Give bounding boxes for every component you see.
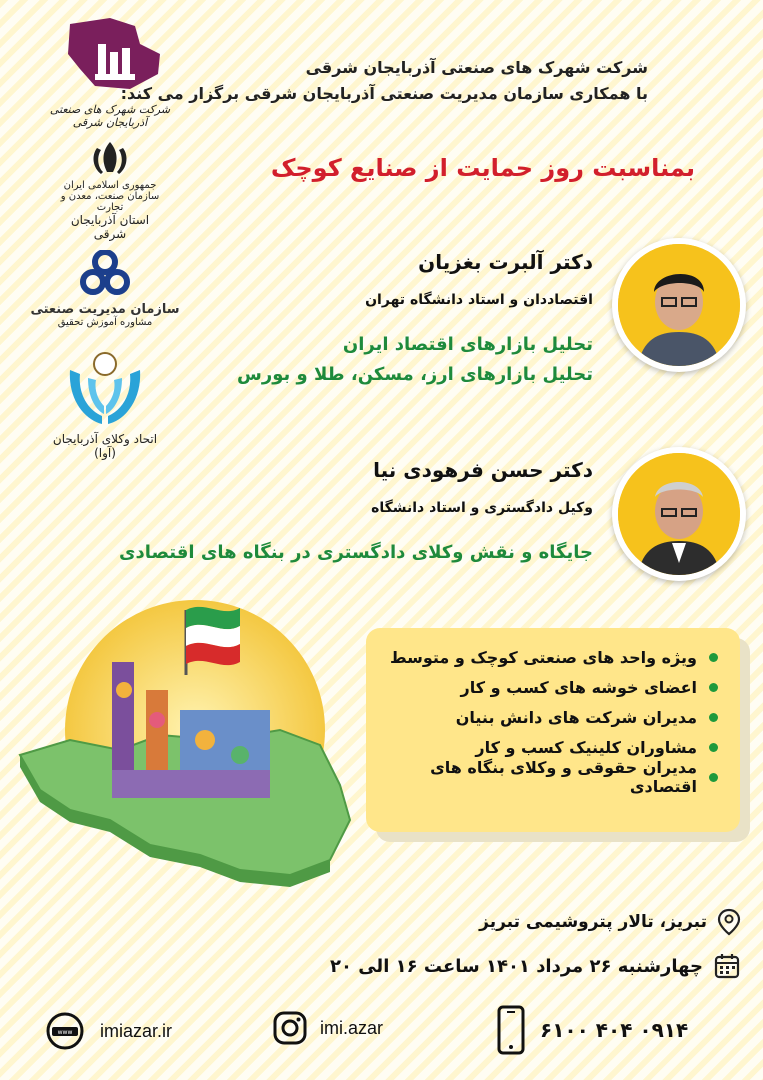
location-pin-icon [717,908,741,936]
event-location-row [341,908,741,936]
event-title: بمناسبت روز حمایت از صنایع کوچک [270,154,695,182]
speaker-2-photo [612,447,746,581]
bullet-dot-icon [709,773,718,782]
speaker-1-role: اقتصاددان و استاد دانشگاه تهران [365,292,593,308]
bullet-dot-icon [709,653,718,662]
audience-item-label: مدیران شرکت های دانش بنیان [455,707,697,727]
phone-icon [496,1004,526,1056]
calendar-icon [713,952,741,980]
website-text: imiazar.ir [100,1020,173,1041]
speaker-1-photo [612,238,746,372]
event-location: تبریز، تالار پتروشیمی تبریز [479,912,707,932]
speaker-2-topic-1: جایگاه و نقش وکلای دادگستری در بنگاه های اقتصادی [119,542,593,563]
footer [0,1000,763,1070]
imi-emblem-icon [30,250,180,298]
audience-item [376,672,718,702]
audience-item [376,758,718,796]
ministry-caption-3: استان آذربایجان شرقی [70,213,150,241]
speaker-1-topic-2: تحلیل بازارهای ارز، مسکن، طلا و بورس [237,364,593,385]
event-datetime: چهارشنبه ۲۶ مرداد ۱۴۰۱ ساعت ۱۶ الی ۲۰ [329,955,703,977]
bullet-dot-icon [709,743,718,752]
website-link[interactable] [44,1010,172,1052]
speaker-2-role: وکیل دادگستری و استاد دانشگاه [371,500,593,516]
iran-map-graphic [0,570,370,900]
instagram-text: imi.azar [320,1017,384,1038]
event-datetime-row [321,952,741,980]
ministry-caption-2: سازمان صنعت، معدن و تجارت [60,191,160,213]
logo-ministry [55,140,165,241]
speaker-1-topic-1: تحلیل بازارهای اقتصاد ایران [342,334,593,355]
iran-map-illustration [0,570,370,900]
instagram-icon [272,1010,308,1046]
globe-icon [44,1010,86,1052]
imi-caption-1: سازمان مدیریت صنعتی [30,302,180,317]
iran-emblem-icon [55,140,165,176]
organizer-line-1: شرکت شهرک های صنعتی آذربایجان شرقی [305,58,648,77]
bullet-dot-icon [709,683,718,692]
lawyers-caption-2: (آوا) [94,446,116,460]
logo-lawyers [40,350,170,470]
speaker-portrait-icon [618,453,740,575]
audience-item-label: ویژه واحد های صنعتی کوچک و متوسط [389,647,697,667]
audience-item-label: اعضای خوشه های کسب و کار [460,677,697,697]
audience-box [366,628,740,832]
speaker-2-name: دکتر حسن فرهودی نیا [373,458,593,482]
industrial-towns-caption: شرکت شهرک های صنعتی آذربایجان شرقی [49,103,171,129]
speaker-1-name: دکتر آلبرت بغزیان [418,250,593,274]
lawyers-emblem-icon [40,350,170,428]
audience-item [376,642,718,672]
logo-industrial-towns [40,14,180,129]
audience-item-label: مدیران حقوقی و وکلای بنگاه های اقتصادی [430,758,697,796]
organizer-line-2: با همکاری سازمان مدیریت صنعتی آذربایجان شرقی برگزار می کند: [120,84,648,103]
ministry-caption-1: جمهوری اسلامی ایران [63,180,157,191]
speaker-portrait-icon [618,244,740,366]
instagram-link[interactable] [272,1010,383,1046]
lawyers-caption-1: اتحاد وکلای آذربایجان [52,432,158,446]
audience-item [376,702,718,732]
phone-link[interactable] [496,1004,688,1056]
bullet-dot-icon [709,713,718,722]
audience-item-label: مشاوران کلینیک کسب و کار [475,737,697,757]
imi-caption-2: مشاوره آموزش تحقیق [57,317,153,328]
phone-number: ۰۹۱۴ ۴۰۴ ۶۱۰۰ [540,1018,689,1042]
logo-imi [30,250,180,340]
svg-text:www: www [57,1029,73,1036]
